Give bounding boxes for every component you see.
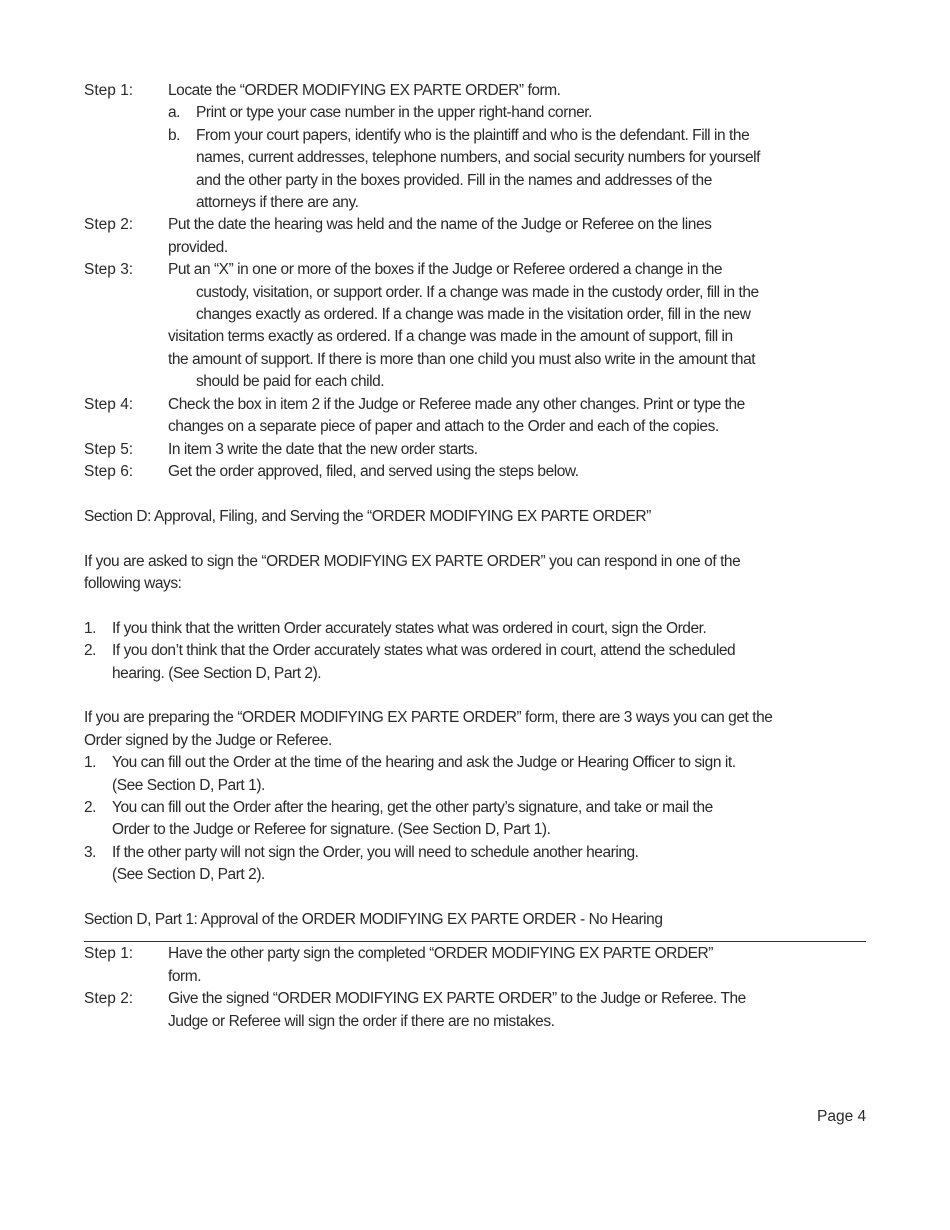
step-label: Step 2: xyxy=(84,990,134,1008)
prep-option-1: 1. You can fill out the Order at the time of the hearing and ask the Judge or Hearing Officer to sign it. (See Section D, Part 1). xyxy=(84,754,736,794)
sign-option-1: 1. If you think that the written Order accurately states what was ordered in court, sign the Order. xyxy=(84,619,707,637)
section-d-heading: Section D: Approval, Filing, and Serving the “ORDER MODIFYING EX PARTE ORDER” xyxy=(84,507,651,525)
document-page xyxy=(84,80,866,1033)
step-4: Step 4: Check the box in item 2 if the Judge or Referee made any other changes. Print or type the changes on a separate piece of paper and attach to the Order and each of the copies. xyxy=(84,394,866,439)
step-label: Step 5: xyxy=(84,440,134,458)
part-1-step-2: Step 2: Give the signed “ORDER MODIFYING EX PARTE ORDER” to the Judge or Referee. The Judge or Referee will sign the order if there are no mistakes. xyxy=(84,988,866,1033)
step-5: Step 5: In item 3 write the date that the new order starts. xyxy=(84,439,866,461)
sign-option-2: 2. If you don’t think that the Order accurately states what was ordered in court, attend the scheduled hearing. (See Section D, Part 2). xyxy=(84,642,736,682)
step-label: Step 1: xyxy=(84,82,134,99)
prep-option-2: 2. You can fill out the Order after the hearing, get the other party’s signature, and take or mail the Order to the Judge or Referee for signature. (See Section D, Part 1). xyxy=(84,798,713,839)
step-label: Step 3: xyxy=(84,261,134,279)
step-label: Step 2: xyxy=(84,216,134,234)
sub-item-b: b. From your court papers, identify who is the plaintiff and who is the defendant. Fill in the names, current addresses, telephone numbers, and social security numbers for yourself and the other party in the boxes provided. Fill in the names and addresses of the attorneys if there are any. xyxy=(168,126,760,212)
sign-intro: If you are asked to sign the “ORDER MODIFYING EX PARTE ORDER” you can respond in one of the following ways: xyxy=(84,552,741,592)
step-3: Step 3: Put an “X” in one or more of the boxes if the Judge or Referee ordered a change in the custody, visitation, or support order. If a change was made in the custody order, fill in the changes exactly as ordered. If a change was made in the visitation order, fill in the new visitation terms exactly as ordered. If a change was made in the amount of support, fill in the amount of support. If there is more than one child you must also write in the amount that should be paid for each child. xyxy=(84,259,866,393)
part-1-step-1: Step 1: Have the other party sign the completed “ORDER MODIFYING EX PARTE ORDER” form. xyxy=(84,943,866,988)
step-label: Step 1: xyxy=(84,945,134,963)
step-text: Locate the “ORDER MODIFYING EX PARTE ORDER” form. xyxy=(168,82,561,99)
part-1-heading: Section D, Part 1: Approval of the ORDER MODIFYING EX PARTE ORDER - No Hearing xyxy=(84,910,663,928)
step-2: Step 2: Put the date the hearing was held and the name of the Judge or Referee on the lines provided. xyxy=(84,214,866,259)
step-label: Step 4: xyxy=(84,395,134,413)
page-number: Page 4 xyxy=(817,1108,867,1125)
step-label: Step 6: xyxy=(84,462,134,480)
step-6: Step 6: Get the order approved, filed, and served using the steps below. xyxy=(84,461,866,483)
step-1 xyxy=(84,80,866,214)
divider xyxy=(84,941,866,942)
sub-item-a: a. Print or type your case number in the upper right-hand corner. xyxy=(168,104,592,122)
prep-option-3: 3. If the other party will not sign the Order, you will need to schedule another hearing. (See Section D, Part 2). xyxy=(84,843,639,884)
prep-intro: If you are preparing the “ORDER MODIFYING EX PARTE ORDER” form, there are 3 ways you can get the Order signed by the Judge or Referee. xyxy=(84,709,773,749)
